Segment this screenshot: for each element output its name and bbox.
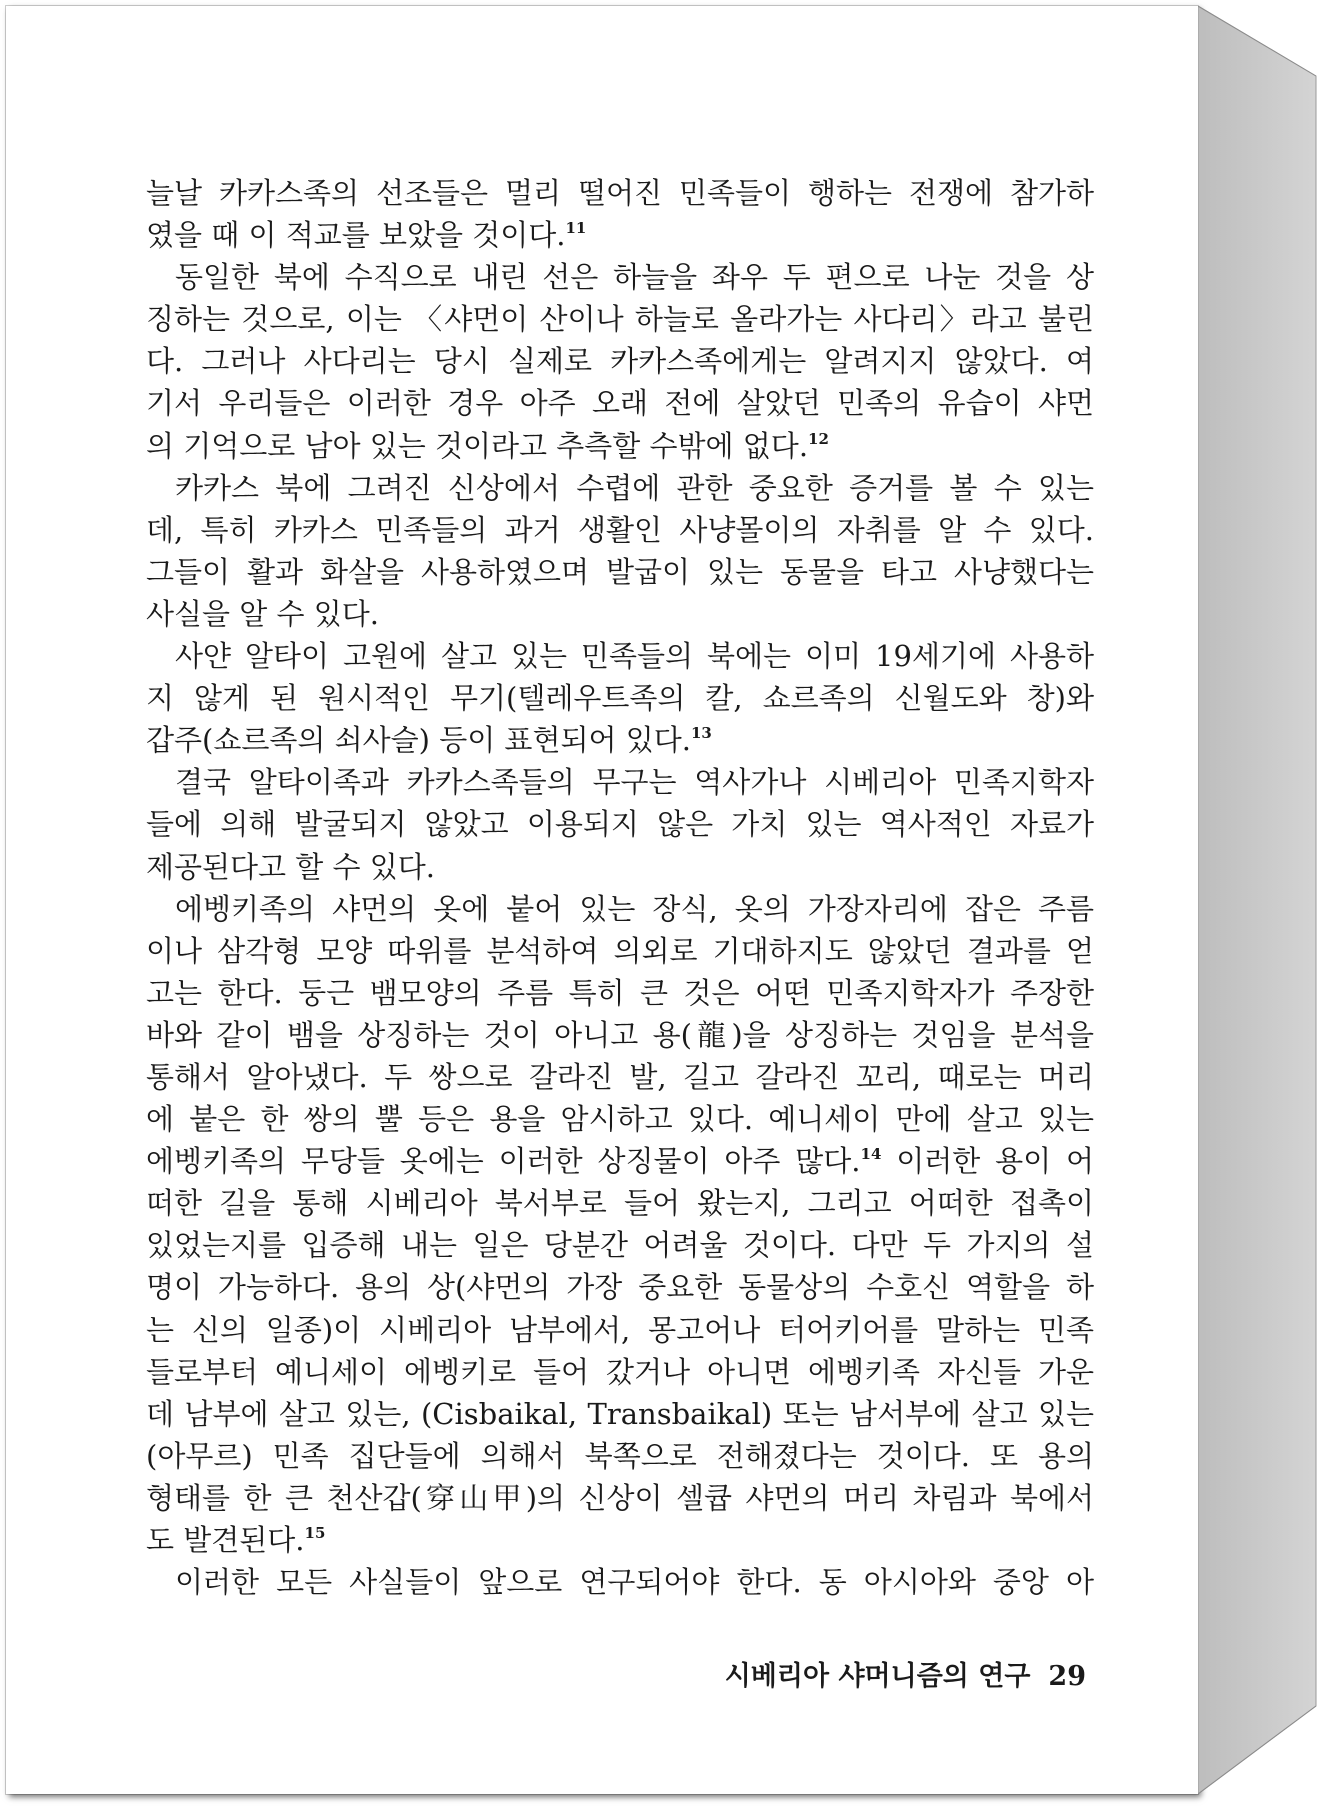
text-line-7: 의 기억으로 남아 있는 것이라고 추측할 수밖에 없다.$^{12}$ <box>146 428 829 463</box>
text-line-11: 사실을 알 수 있다. <box>146 596 379 631</box>
text-line-2: 였을 때 이 적교를 보았을 것이다.$^{11}$ <box>146 218 587 253</box>
text-line-1: 늘날 카카스족의 선조들은 멀리 떨어진 민족들이 행하는 전쟁에 참가하 <box>146 176 1094 210</box>
text-line-20: 고는 한다. 둥근 뱀모양의 주름 특히 큰 것은 어떤 민족지학자가 주장한 <box>146 975 1094 1010</box>
text-line-29: 들로부터 예니세이 에벵키로 들어 갔거나 아니면 에벵키족 자신들 가운 <box>146 1354 1094 1389</box>
text-line-17: 제공된다고 할 수 있다. <box>146 849 435 884</box>
text-line-32: 형태를 한 큰 천산갑(穿山甲)의 신상이 셀큡 샤먼의 머리 차림과 북에서 <box>146 1480 1094 1515</box>
text-line-5: 다. 그러나 사다리는 당시 실제로 카카스족에게는 알려지지 않았다. 여 <box>146 344 1094 379</box>
text-line-4: 징하는 것으로, 이는 〈샤먼이 산이나 하늘로 올라가는 사다리〉라고 불린 <box>146 302 1094 337</box>
text-line-3: 동일한 북에 수직으로 내린 선은 하늘을 좌우 두 편으로 나눈 것을 상 <box>175 260 1094 295</box>
text-line-25: 떠한 길을 통해 시베리아 북서부로 들어 왔는지, 그리고 어떠한 접촉이 <box>146 1186 1094 1221</box>
text-line-6: 기서 우리들은 이러한 경우 아주 오래 전에 살았던 민족의 유습이 샤먼 <box>146 386 1094 421</box>
text-line-33: 도 발견된다.$^{15}$ <box>146 1523 326 1557</box>
text-line-8: 카카스 북에 그려진 신상에서 수렵에 관한 중요한 증거를 볼 수 있는 <box>175 470 1094 505</box>
text-line-14: 갑주(쇼르족의 쇠사슬) 등이 표현되어 있다.$^{13}$ <box>146 723 712 758</box>
text-line-21: 바와 같이 뱀을 상징하는 것이 아니고 용(龍)을 상징하는 것임을 분석을 <box>146 1017 1094 1052</box>
book-edge-shape <box>1198 6 1322 1794</box>
footnote-marker: 11 <box>565 219 587 238</box>
body-text <box>146 172 1094 1603</box>
text-line-9: 데, 특히 카카스 민족들의 과거 생활인 사냥몰이의 자취를 알 수 있다. <box>146 512 1094 547</box>
text-line-26: 있었는지를 입증해 내는 일은 당분간 어려울 것이다. 다만 두 가지의 설 <box>146 1228 1094 1263</box>
text-line-13: 지 않게 된 원시적인 무기(텔레우트족의 칼, 쇼르족의 신월도와 창)와 <box>146 681 1094 716</box>
text-line-28: 는 신의 일종)이 시베리아 남부에서, 몽고어나 터어키어를 말하는 민족 <box>146 1312 1094 1347</box>
text-line-19: 이나 삼각형 모양 따위를 분석하여 의외로 기대하지도 않았던 결과를 얻 <box>146 933 1094 968</box>
text-line-16: 들에 의해 발굴되지 않았고 이용되지 않은 가치 있는 역사적인 자료가 <box>146 807 1094 842</box>
text-line-24: 에벵키족의 무당들 옷에는 이러한 상징물이 아주 많다.$^{14}$ 이러한 용이 어 <box>146 1144 1094 1179</box>
page-footer <box>626 1654 1086 1693</box>
footnote-marker: 13 <box>690 724 712 743</box>
footnote-marker: 14 <box>860 1145 882 1164</box>
text-line-18: 에벵키족의 샤먼의 옷에 붙어 있는 장식, 옷의 가장자리에 잡은 주름 <box>175 891 1094 926</box>
text-line-10: 그들이 활과 화살을 사용하였으며 발굽이 있는 동물을 타고 사냥했다는 <box>146 554 1094 589</box>
text-line-27: 명이 가능하다. 용의 상(샤먼의 가장 중요한 동물상의 수호신 역할을 하 <box>146 1270 1094 1305</box>
text-line-15: 결국 알타이족과 카카스족들의 무구는 역사가나 시베리아 민족지학자 <box>175 765 1094 800</box>
book-page <box>6 6 1198 1794</box>
text-line-31: (아무르) 민족 집단들에 의해서 북쪽으로 전해졌다는 것이다. 또 용의 <box>146 1438 1094 1473</box>
page-number: 29 <box>1048 1661 1086 1692</box>
text-line-22: 통해서 알아냈다. 두 쌍으로 갈라진 발, 길고 갈라진 꼬리, 때로는 머리 <box>146 1059 1094 1094</box>
text-line-30: 데 남부에 살고 있는, (Cisbaikal, Transbaikal) 또는 남서부에 살고 있는 <box>146 1396 1094 1431</box>
text-line-12: 사얀 알타이 고원에 살고 있는 민족들의 북에는 이미 19세기에 사용하 <box>175 639 1094 674</box>
text-line-34: 이러한 모든 사실들이 앞으로 연구되어야 한다. 동 아시아와 중앙 아 <box>175 1565 1094 1600</box>
text-line-23: 에 붙은 한 쌍의 뿔 등은 용을 암시하고 있다. 예니세이 만에 살고 있는 <box>146 1102 1094 1137</box>
footnote-marker: 15 <box>304 1524 326 1542</box>
footnote-marker: 12 <box>808 429 829 448</box>
book-page-edges <box>1198 6 1322 1794</box>
running-title: 시베리아 샤머니즘의 연구 <box>724 1661 1031 1692</box>
